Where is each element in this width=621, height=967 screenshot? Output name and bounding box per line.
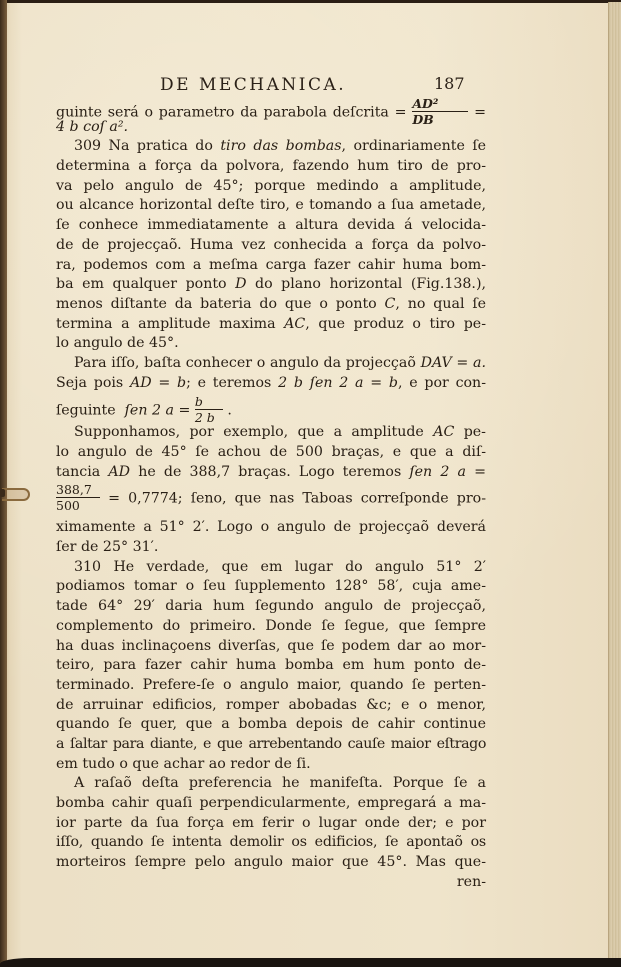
text-line: terminado. Prefere-ſe o angulo maior, quando ſe perten-	[56, 676, 486, 693]
italic-term: C	[384, 295, 396, 312]
text-span: ba em qualquer ponto	[56, 276, 227, 293]
italic-term: ſen 2 a =	[124, 402, 191, 419]
text-span: , ordinariamente ſe	[341, 138, 486, 155]
italic-term: AD = b	[129, 374, 187, 391]
book-spine-shadow	[0, 0, 7, 967]
text-line: ſe conhece immediatamente a altura devida á velocida-	[56, 217, 486, 234]
text-line: iſſo, quando ſe intenta demolir os edificios, ſe apontaõ os	[56, 834, 486, 851]
text-span: guinte será o parametro da parabola deſcrita	[56, 104, 389, 121]
text-line	[56, 275, 486, 295]
text-line: a ſaltar para diante, e que arrebentando cauſe maior eſtrago	[56, 735, 486, 752]
equals-sign: =	[474, 104, 486, 121]
text-span: do plano horizontal (Fig.138.),	[255, 276, 486, 293]
text-line	[56, 393, 486, 426]
page-bottom-edge	[0, 958, 621, 967]
text-span: termina a amplitude maxima	[56, 315, 276, 332]
text-line	[56, 463, 486, 483]
text-span: Supponhamos, por exemplo, que a amplitude	[74, 424, 424, 441]
text-line	[56, 354, 486, 374]
fraction-numerator: AD²	[412, 96, 439, 111]
page-number: 187	[434, 74, 465, 93]
fraction	[56, 483, 100, 512]
text-line: ou alcance horizontal deſte tiro, e tomando a ſua ametade,	[56, 197, 486, 214]
text-line: morteiros ſempre pelo angulo maior que 45°. Mas que-	[56, 854, 486, 871]
text-span: tancia	[56, 463, 101, 480]
paragraph-number: 310	[74, 558, 102, 575]
text-line	[56, 374, 486, 394]
paragraph-number: 309	[74, 138, 102, 155]
page-marker-tab	[2, 488, 30, 501]
text-line: teiro, para fazer cahir huma bomba em hum ponto de-	[56, 657, 486, 674]
paragraph-310-line	[56, 558, 486, 578]
italic-term: tiro das bombas	[220, 138, 342, 155]
text-line: ximamente a 51° 2′. Logo o angulo de projecçaõ deverá	[56, 519, 486, 536]
text-line	[56, 295, 486, 315]
italic-term: 2 b ſen 2 a = b	[278, 374, 398, 391]
italic-term: DAV = a.	[420, 354, 486, 371]
text-line: va pelo angulo de 45°; porque medindo a amplitude,	[56, 177, 486, 194]
fraction-numerator: b	[194, 394, 203, 410]
text-span: Para iſſo, baſta conhecer o angulo da projecçaõ	[74, 354, 416, 371]
catchword: ren-	[456, 873, 486, 890]
text-line: lo angulo de 45°.	[56, 335, 179, 352]
text-span: , e por con-	[397, 374, 486, 391]
paragraph-309-line	[56, 137, 486, 157]
text-span: He verdade, que em lugar do angulo 51° 2′	[113, 558, 486, 575]
fraction-numerator: 388,7	[56, 482, 92, 498]
text-span: menos diſtante da bateria do que o ponto	[56, 295, 377, 312]
fraction-denominator: 2 b	[194, 410, 215, 426]
text-span: pe-	[463, 424, 486, 441]
fraction-denominator: 500	[56, 498, 80, 514]
italic-term: AC	[433, 424, 455, 441]
text-span: ; e teremos	[186, 374, 272, 391]
text-line: ior parte da ſua força em ferir o lugar onde der; e por	[56, 814, 486, 831]
text-span: , que produz o tiro pe-	[305, 315, 486, 332]
text-span: Seja pois	[56, 374, 124, 391]
text-span: ſeguinte	[56, 402, 116, 419]
italic-term: AC	[284, 315, 306, 332]
italic-term: ſen 2 a =	[409, 463, 486, 480]
text-span: he de 388,7 braças. Logo teremos	[138, 463, 402, 480]
italic-term: AD	[108, 463, 131, 480]
running-title: DE MECHANICA.	[160, 75, 347, 95]
page-marker-pin	[0, 489, 5, 497]
text-line: ſer de 25° 31′.	[56, 539, 159, 556]
text-line: de de projecçaõ. Huma vez conhecida a força da polvo-	[56, 236, 486, 253]
text-line: ra, podemos com a meſma carga fazer cahir huma bom-	[56, 256, 486, 273]
text-line: 4 b coſ a².	[56, 118, 129, 135]
text-line	[56, 423, 486, 443]
fraction	[195, 395, 223, 424]
text-span: Na pratica do	[108, 138, 213, 155]
text-line: quando ſe quer, que a bomba depois de cahir continue	[56, 716, 486, 733]
text-line: complemento do primeiro. Donde ſe ſegue, que ſempre	[56, 617, 486, 634]
text-line	[56, 315, 486, 335]
text-line: em tudo o que achar ao redor de ſi.	[56, 755, 311, 772]
text-line: tade 64° 29′ daria hum ſegundo angulo de projecçaõ,	[56, 598, 486, 615]
fraction-denominator: DB	[412, 112, 434, 127]
text-span: , no qual ſe	[395, 295, 486, 312]
text-line: bomba cahir quaſi perpendicularmente, empregará a ma-	[56, 795, 486, 811]
text-line	[56, 482, 486, 518]
text-line: determina a força da polvora, fazendo hum tiro de pro-	[56, 158, 486, 175]
page-top-edge	[0, 0, 621, 3]
text-line: podiamos tomar o ſeu ſupplemento 128° 58′, cuja ame-	[56, 578, 486, 595]
text-span: = 0,7774; ſeno, que nas Taboas correſponde pro-	[108, 490, 486, 507]
fraction	[412, 97, 468, 126]
body-text	[56, 98, 486, 892]
page-fore-edge	[608, 2, 621, 960]
equals-sign: =	[394, 104, 407, 121]
italic-term: D	[235, 276, 247, 293]
text-line: ha duas inclinaçoens diverſas, que ſe podem dar ao mor-	[56, 637, 486, 654]
text-line: lo angulo de 45° ſe achou de 500 braças, e que a diſ-	[56, 444, 486, 460]
text-line: de arruinar edificios, romper abobadas &c; e o menor,	[56, 696, 486, 713]
text-span: .	[227, 402, 232, 419]
text-line: A raſaõ deſta preferencia he manifeſta. Porque ſe a	[74, 775, 486, 792]
page-header	[0, 68, 621, 98]
